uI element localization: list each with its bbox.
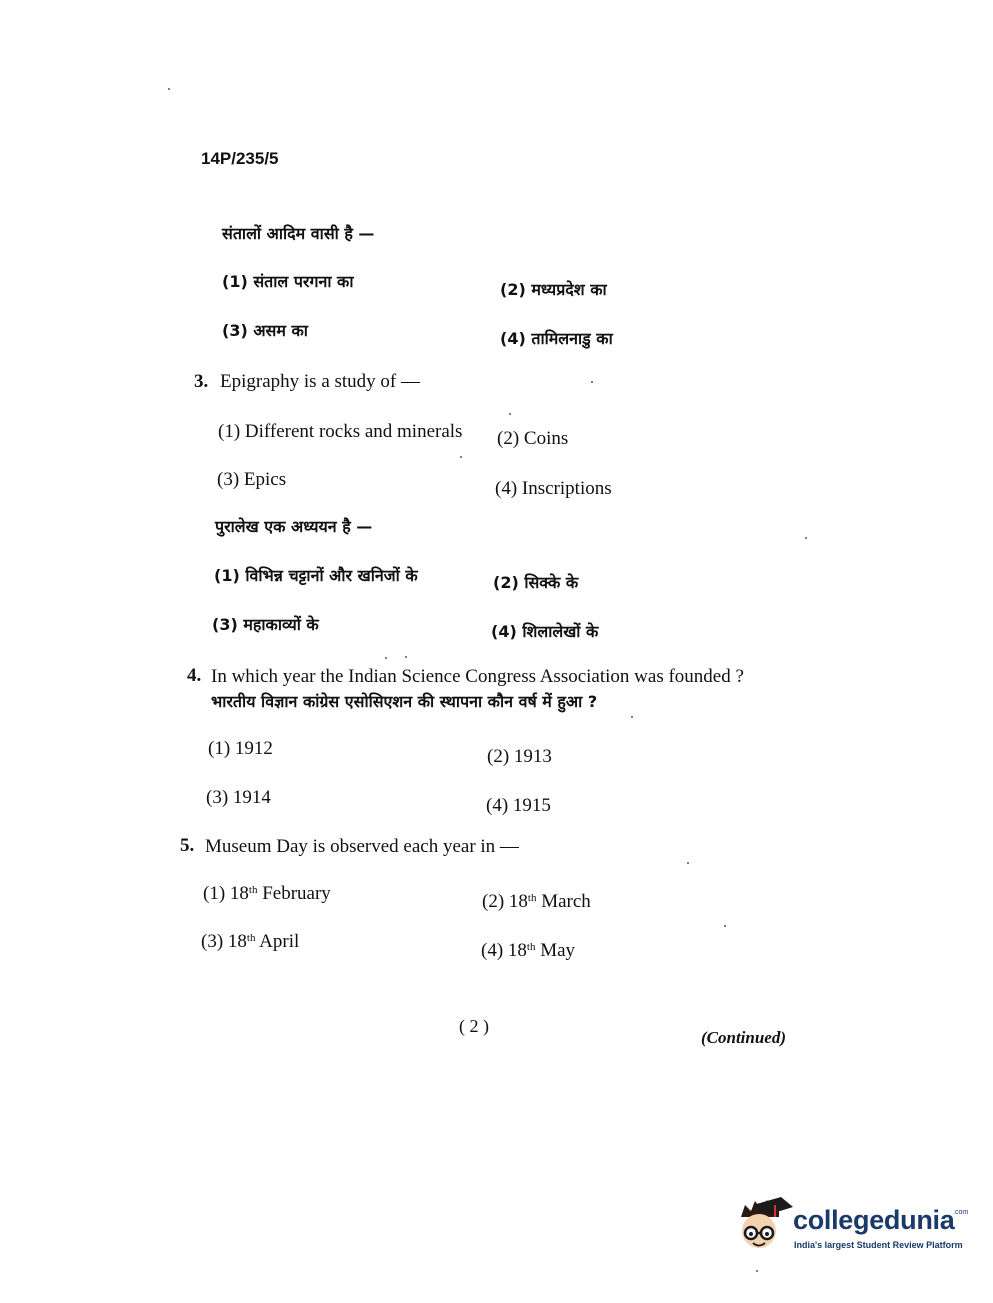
q5-option-1-suffix: February [257,883,331,904]
q5-option-4-sup: th [526,941,536,953]
scan-speck [460,456,462,458]
q3-option-2: (2) Coins [497,428,569,449]
collegedunia-logo[interactable] [735,1195,969,1260]
q5-option-4 [481,941,575,960]
page-number: ( 2 ) [459,1016,489,1036]
q5-option-3-prefix: (3) 18 [201,931,247,952]
q3-hindi-option-1: (1) विभिन्न चट्टानों और खनिजों के [214,566,418,585]
q5-option-2 [482,892,591,911]
scan-speck [385,657,387,659]
q3-hindi-option-4: (4) शिलालेखों के [491,622,599,641]
q2-hindi-question: संतालों आदिम वासी है — [222,224,375,243]
mascot-icon [735,1195,793,1257]
continued-label: (Continued) [701,1028,787,1047]
q3-hindi-option-3: (3) महाकाव्यों के [212,615,319,634]
q2-hindi-option-1: (1) संताल परगना का [222,272,354,291]
scan-speck [756,1270,758,1272]
q4-option-3: (3) 1914 [206,787,271,808]
q5-option-2-suffix: March [536,891,591,912]
q5-option-3-sup: th [246,932,256,944]
scan-speck [805,537,807,539]
q4-option-4: (4) 1915 [486,795,551,816]
q4-option-2: (2) 1913 [487,746,552,767]
q3-question: Epigraphy is a study of — [220,371,421,392]
q5-option-3 [201,932,299,951]
q5-option-1-sup: th [248,884,258,896]
paper-code: 14P/235/5 [201,149,279,168]
scan-speck [724,925,726,927]
q4-hindi-question: भारतीय विज्ञान कांग्रेस एसोसिएशन की स्थापना कौन वर्ष में हुआ ? [211,692,598,711]
q5-option-3-suffix: April [255,931,300,952]
q5-question: Museum Day is observed each year in — [205,836,519,857]
q2-hindi-option-2: (2) मध्यप्रदेश का [500,280,607,299]
q5-option-2-prefix: (2) 18 [482,891,528,912]
q3-hindi-question: पुरालेख एक अध्ययन है — [215,517,373,536]
q5-option-1 [203,884,331,903]
logo-domain: .com [953,1209,969,1216]
scan-speck [591,381,593,383]
logo-wordmark: collegedunia [793,1205,955,1235]
q5-number: 5. [180,835,195,856]
q3-option-1: (1) Different rocks and minerals [218,421,463,442]
q3-option-3: (3) Epics [217,469,287,490]
q4-question: In which year the Indian Science Congress Association was founded ? [211,666,744,687]
q5-option-4-suffix: May [535,940,576,961]
q3-option-4: (4) Inscriptions [495,478,612,499]
q2-hindi-option-3: (3) असम का [222,321,308,340]
q2-hindi-option-4: (4) तामिलनाडु का [500,329,613,348]
logo-tagline: India's largest Student Review Platform [794,1240,963,1250]
scan-speck [687,862,689,864]
scan-speck [509,413,511,415]
scan-speck [631,716,633,718]
q4-option-1: (1) 1912 [208,738,273,759]
q5-option-2-sup: th [527,892,537,904]
scan-speck [168,88,170,90]
scan-speck [405,656,407,658]
q5-option-4-prefix: (4) 18 [481,940,527,961]
q5-option-1-prefix: (1) 18 [203,883,249,904]
q4-number: 4. [187,665,202,686]
q3-hindi-option-2: (2) सिक्के के [493,573,579,592]
q3-number: 3. [194,371,209,392]
